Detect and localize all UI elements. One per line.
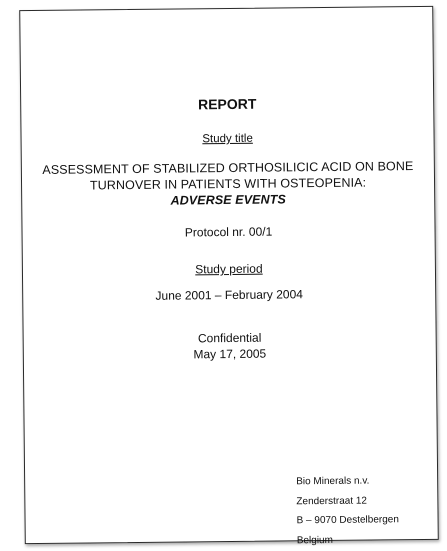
confidential-label: Confidential xyxy=(197,330,262,346)
study-period-value: June 2001 – February 2004 xyxy=(155,287,303,303)
address-company-name: Bio Minerals n.v. xyxy=(296,475,370,488)
study-title-line-1: ASSESSMENT OF STABILIZED ORTHOSILICIC ACID ON BONE xyxy=(42,159,414,177)
study-title-line-2: TURNOVER IN PATIENTS WITH OSTEOPENIA: xyxy=(89,175,367,193)
protocol-number: Protocol nr. 00/1 xyxy=(184,224,273,240)
company-address xyxy=(296,471,399,550)
report-date: May 17, 2005 xyxy=(193,346,267,362)
study-period-label: Study period xyxy=(195,261,263,277)
address-country: Belgium xyxy=(296,534,333,546)
document-page xyxy=(19,6,439,544)
study-title-label: Study title xyxy=(202,132,253,146)
study-title-line-3: ADVERSE EVENTS xyxy=(170,192,286,208)
report-heading: REPORT xyxy=(197,95,257,113)
address-street: Zenderstraat 12 xyxy=(296,495,368,507)
address-city: B – 9070 Destelbergen xyxy=(296,514,399,527)
